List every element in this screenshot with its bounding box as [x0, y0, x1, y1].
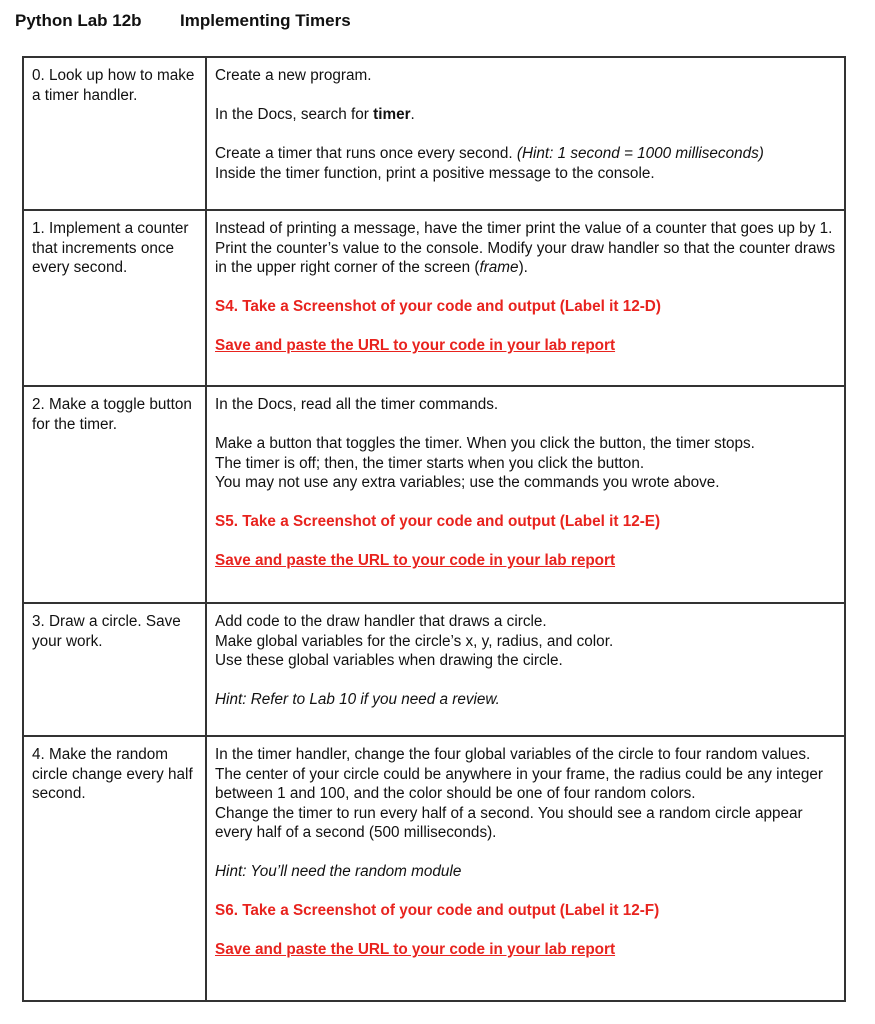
step-cell	[23, 57, 206, 210]
text: In the Docs, search for	[215, 106, 374, 123]
text: Instead of printing a message, have the timer print the value of a counter that goes up by 1. Print the counter’s value to the console. Modify your draw handler so that the counter draws in the upper right corner of the screen (	[215, 220, 836, 276]
table-row	[23, 386, 845, 603]
text: Create a timer that runs once every second.	[215, 145, 517, 162]
save-url-link[interactable]: Save and paste the URL to your code in your lab report	[215, 941, 616, 958]
text: frame	[479, 259, 519, 276]
instructions-cell	[206, 386, 845, 603]
instruction	[215, 219, 836, 278]
instruction	[215, 105, 836, 125]
instruction: Add code to the draw handler that draws a circle.	[215, 613, 547, 630]
instruction: Create a new program.	[215, 67, 372, 84]
instructions-cell	[206, 603, 845, 736]
step-label: 2. Make a toggle button for the timer.	[32, 396, 192, 433]
table-row	[23, 736, 845, 1001]
instruction: In the timer handler, change the four global variables of the circle to four random values.	[215, 746, 811, 763]
step-cell	[23, 210, 206, 386]
lab-number: Python Lab 12b	[15, 11, 142, 30]
page-title: Implementing Timers	[180, 11, 351, 30]
table-row	[23, 210, 845, 386]
step-label: 3. Draw a circle. Save your work.	[32, 613, 181, 650]
instructions-cell	[206, 210, 845, 386]
instruction: In the Docs, read all the timer commands.	[215, 396, 499, 413]
instruction: Make global variables for the circle’s x, y, radius, and color.	[215, 632, 614, 650]
instruction: Inside the timer function, print a positive message to the console.	[215, 164, 655, 182]
instruction: The center of your circle could be anywhere in your frame, the radius could be any integer between 1 and 100, and the color should be one of four random colors.	[215, 765, 823, 802]
instructions-table	[22, 56, 846, 1002]
keyword: timer	[373, 106, 411, 123]
table-row	[23, 57, 845, 210]
instruction: Change the timer to run every half of a second. You should see a random circle appear every half of a second (500 milliseconds).	[215, 804, 803, 841]
instruction: Use these global variables when drawing the circle.	[215, 652, 563, 669]
step-label: 0. Look up how to make a timer handler.	[32, 67, 195, 104]
instruction: Make a button that toggles the timer. When you click the button, the timer stops.	[215, 435, 755, 452]
table-row	[23, 603, 845, 736]
step-label: 1. Implement a counter that increments once every second.	[32, 220, 189, 276]
instruction: The timer is off; then, the timer starts when you click the button.	[215, 454, 645, 472]
step-label: 4. Make the random circle change every half second.	[32, 746, 193, 802]
hint: (Hint: 1 second = 1000 milliseconds)	[516, 145, 764, 162]
screenshot-instruction: S4. Take a Screenshot of your code and output (Label it 12-D)	[215, 298, 661, 315]
instruction: You may not use any extra variables; use the commands you wrote above.	[215, 474, 720, 491]
hint: Hint: You’ll need the random module	[215, 863, 462, 880]
save-url-link[interactable]: Save and paste the URL to your code in your lab report	[215, 552, 616, 569]
save-url-link[interactable]: Save and paste the URL to your code in your lab report	[215, 337, 616, 354]
step-cell	[23, 736, 206, 1001]
text: ).	[518, 259, 528, 276]
instructions-cell	[206, 736, 845, 1001]
instructions-cell	[206, 57, 845, 210]
instruction	[215, 144, 836, 164]
step-cell	[23, 386, 206, 603]
step-cell	[23, 603, 206, 736]
screenshot-instruction: S6. Take a Screenshot of your code and output (Label it 12-F)	[215, 902, 660, 919]
hint: Hint: Refer to Lab 10 if you need a review.	[215, 691, 500, 708]
screenshot-instruction: S5. Take a Screenshot of your code and output (Label it 12-E)	[215, 513, 661, 530]
text: .	[410, 106, 415, 123]
